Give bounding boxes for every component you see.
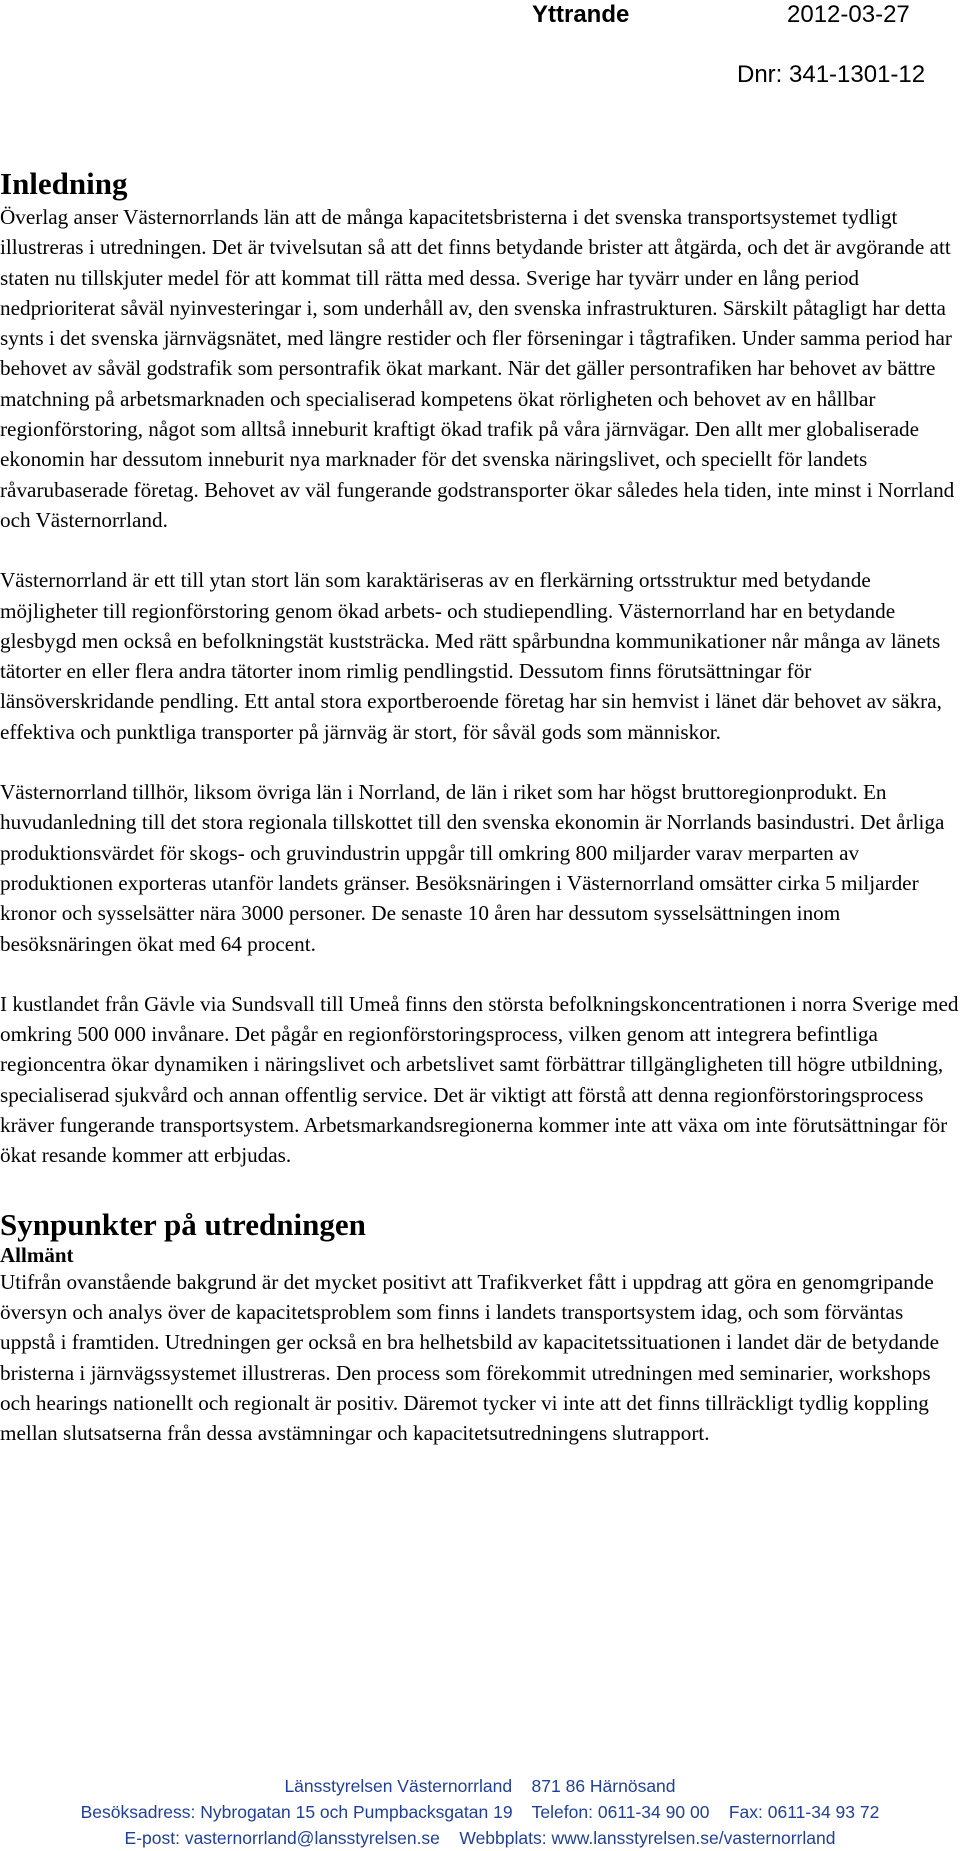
footer-contact-line: Besöksadress: Nybrogatan 15 och Pumpbacksgatan 19 Telefon: 0611-34 90 00 Fax: 0611-34 93 72 xyxy=(80,1802,880,1822)
paragraph-spacer xyxy=(0,959,960,989)
footer-address-line: Länsstyrelsen Västernorrland 871 86 Härnösand xyxy=(284,1776,676,1796)
document-type: Yttrande xyxy=(532,1,630,28)
subheading-allmant: Allmänt xyxy=(0,1242,74,1267)
paragraph: Överlag anser Västernorrlands län att de många kapacitetsbristerna i det svenska transportsystemet tydligt illustreras i utredningen. Det är tvivelsutan så att det finns betydande brister att åtgärda, och det är avgörande att staten nu tillskjuter medel för att kommat till rätta med dessa. Sverige har tyvärr under en lång period nedprioriterat såväl nyinvesteringar i, som underhåll av, den svenska infrastrukturen. Särskilt påtagligt har detta synts i det svenska järnvägsnätet, med längre restider och fler förseningar i tågtrafiken. Under samma period har behovet av såväl godstrafik som persontrafik ökat markant. När det gäller persontrafiken har behovet av bättre matchning på arbetsmarknaden och specialiserad kompetens ökat rörligheten och behovet av en hållbar regionförstoring, något som alltså inneburit kraftigt ökad trafik på våra järnvägar. Den allt mer globaliserade ekonomin har dessutom inneburit nya marknader för det svenska näringslivet, och speciellt för landets råvarubaserade företag. Behovet av väl fungerande godstransporter ökar således hela tiden, inte minst i Norrland och Västernorrland. xyxy=(0,205,955,532)
paragraph: I kustlandet från Gävle via Sundsvall till Umeå finns den största befolkningskoncentrationen i norra Sverige med omkring 500 000 invånare. Det pågår en regionförstoringsprocess, vilken genom att integrera befintliga regioncentra ökar dynamiken i näringslivet och arbetslivet samt förbättrar tillgängligheten till högre utbildning, specialiserad sjukvård och annan offentlig service. Det är viktigt att förstå att denna regionförstoringsprocess kräver fungerande transportsystem. Arbetsmarkandsregionerna kommer inte att växa om inte förutsättningar för ökat resande kommer att erbjudas. xyxy=(0,991,959,1168)
footer-web-line: E-post: vasternorrland@lansstyrelsen.se Webbplats: www.lansstyrelsen.se/vasternorrland xyxy=(124,1828,836,1848)
paragraph-spacer xyxy=(0,747,960,777)
document-date: 2012-03-27 xyxy=(787,1,910,28)
document-body xyxy=(0,166,960,1448)
paragraph: Västernorrland är ett till ytan stort län som karaktäriseras av en flerkärning ortsstruktur med betydande möjligheter till regionförstoring genom ökad arbets- och studiependling. Västernorrland har en betydande glesbygd men också en befolkningstät kuststräcka. Med rätt spårbundna kommunikationer når många av länets tätorter en eller flera andra tätorter inom rimlig pendlingstid. Dessutom finns förutsättningar för länsöverskridande pendling. Ett antal stora exportberoende företag har sin hemvist i länet där behovet av säkra, effektiva och punktliga transporter på järnväg är stort, för såväl gods som människor. xyxy=(0,568,942,744)
section-heading-synpunkter: Synpunkter på utredningen xyxy=(0,1206,366,1242)
paragraph: Västernorrland tillhör, liksom övriga län i Norrland, de län i riket som har högst bruttoregionprodukt. En huvudanledning till det stora regionala tillskottet till den svenska ekonomin är Norrlands basindustri. Det årliga produktionsvärdet för skogs- och gruvindustrin uppgår till omkring 800 miljarder varav merparten av produktionen exporteras utanför landets gränser. Besöksnäringen i Västernorrland omsätter cirka 5 miljarder kronor och sysselsätter nära 3000 personer. De senaste 10 åren har dessutom sysselsättningen inom besöksnäringen ökat med 64 procent. xyxy=(0,780,945,956)
paragraph-spacer xyxy=(0,535,960,565)
section-heading-inledning: Inledning xyxy=(0,166,128,201)
paragraph: Utifrån ovanstående bakgrund är det mycket positivt att Trafikverket fått i uppdrag att göra en genomgripande översyn och analys över de kapacitetsproblem som finns i landets transportsystem idag, och som förväntas uppstå i framtiden. Utredningen ger också en bra helhetsbild av kapacitetssituationen i landet där de betydande bristerna i järnvägssystemet illustreras. Den process som förekommit utredningen med seminarier, workshops och hearings nationellt och regionalt är positiv. Däremot tycker vi inte att det finns tillräckligt tydlig koppling mellan slutsatserna från dessa avstämningar och kapacitetsutredningens slutrapport. xyxy=(0,1269,939,1446)
registration-number: Dnr: 341-1301-12 xyxy=(737,61,926,88)
section-spacer xyxy=(0,1171,960,1207)
